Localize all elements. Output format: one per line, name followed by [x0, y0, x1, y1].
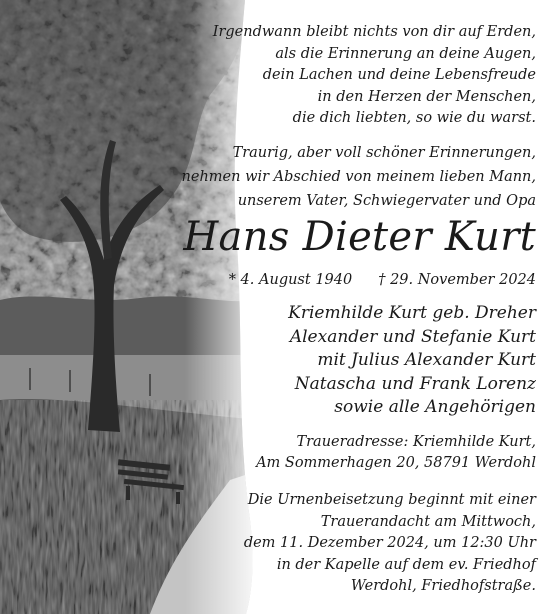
- address-line: Am Sommerhagen 20, 58791 Werdohl: [256, 455, 536, 471]
- poem-line: dein Lachen und deine Lebensfreude: [262, 67, 536, 83]
- poem-line: als die Erinnerung an deine Augen,: [275, 45, 536, 62]
- service-line: in der Kapelle auf dem ev. Friedhof: [276, 556, 536, 573]
- poem-line: in den Herzen der Menschen,: [317, 88, 536, 105]
- mourners-list: [288, 302, 536, 420]
- deceased-name: Hans Dieter Kurt: [183, 214, 536, 260]
- intro-line: unserem Vater, Schwiegervater und Opa: [237, 193, 536, 209]
- mourner: sowie alle Angehörigen: [334, 397, 536, 417]
- death-date: † 29. November 2024: [378, 272, 536, 288]
- service-line: Trauerandacht am Mittwoch,: [320, 513, 536, 530]
- birth-date: * 4. August 1940: [228, 272, 353, 288]
- intro-line: Traurig, aber voll schöner Erinnerungen,: [232, 145, 536, 161]
- intro-line: nehmen wir Abschied von meinem lieben Mann,: [181, 169, 536, 185]
- mourning-address: [256, 432, 536, 474]
- intro-text: [182, 141, 536, 213]
- poem-line: Irgendwann bleibt nichts von dir auf Erden,: [212, 24, 536, 40]
- service-line: dem 11. Dezember 2024, um 12:30 Uhr: [243, 535, 536, 551]
- service-line: Werdohl, Friedhofstraße.: [350, 578, 536, 594]
- life-dates: [229, 270, 536, 290]
- mourner: mit Julius Alexander Kurt: [317, 350, 536, 370]
- poem-line: die dich liebten, so wie du warst.: [292, 110, 536, 126]
- poem: [213, 22, 536, 130]
- mourner: Alexander und Stefanie Kurt: [289, 326, 536, 347]
- address-line: Traueradresse: Kriemhilde Kurt,: [296, 434, 536, 450]
- mourner: Natascha und Frank Lorenz: [294, 373, 536, 394]
- service-line: Die Urnenbeisetzung beginnt mit einer: [247, 492, 536, 508]
- funeral-service-info: [244, 490, 536, 598]
- mourner: Kriemhilde Kurt geb. Dreher: [288, 303, 536, 323]
